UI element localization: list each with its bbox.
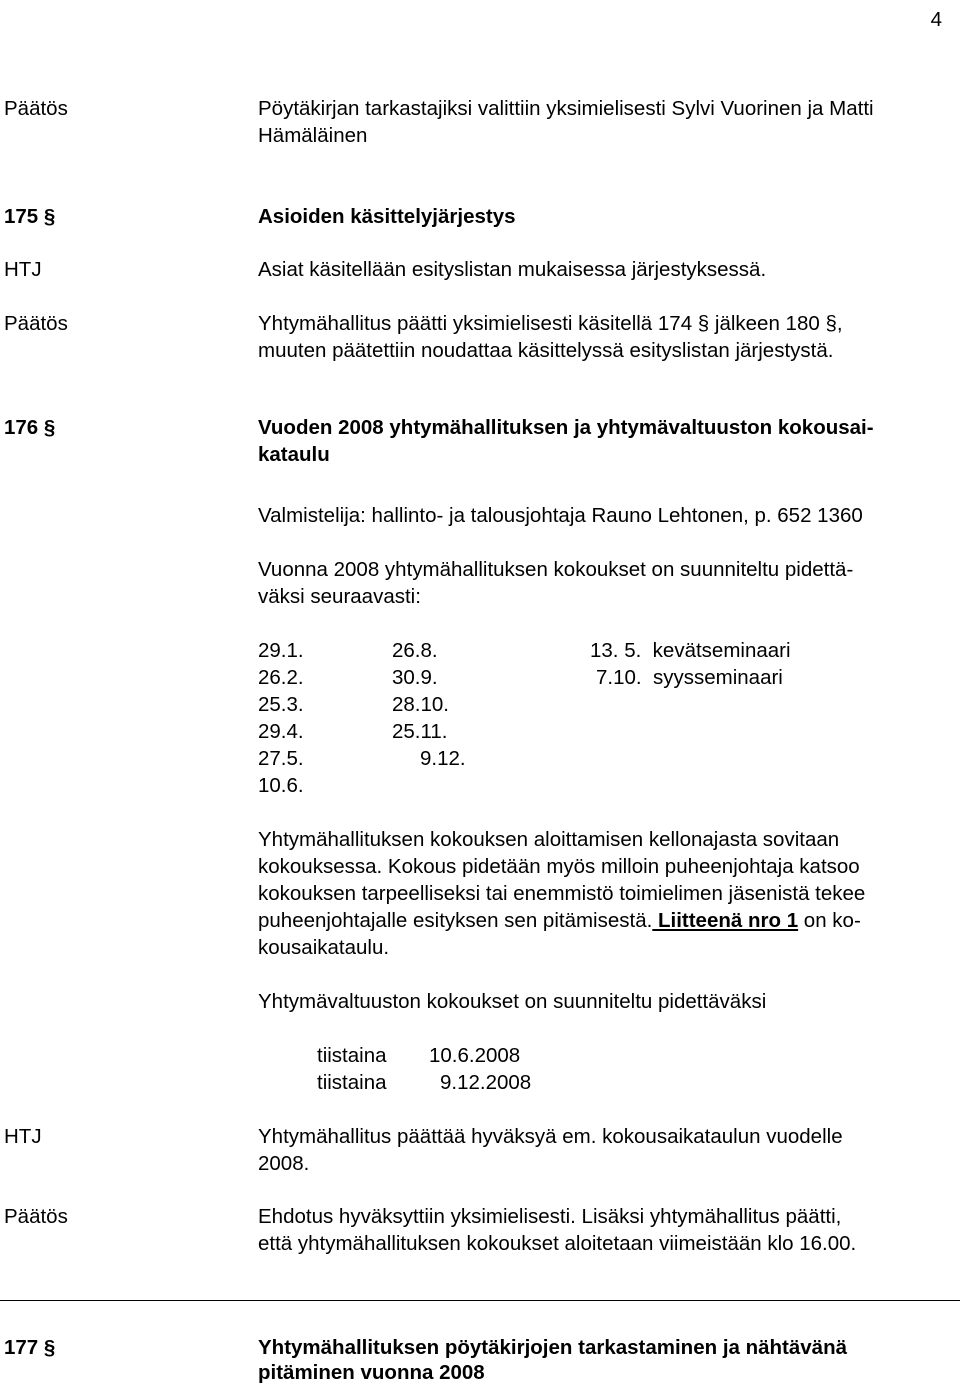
label-paatos: Päätös	[4, 312, 68, 335]
intro-text: väksi seuraavasti:	[258, 585, 421, 608]
council-day: tiistaina	[317, 1071, 387, 1094]
date-item: 30.9.	[392, 666, 438, 689]
date-item: 29.4.	[258, 720, 304, 743]
section-title: pitäminen vuonna 2008	[258, 1361, 485, 1384]
date-item: 25.11.	[392, 720, 448, 743]
council-date: 9.12.2008	[440, 1071, 532, 1094]
htj-text: 2008.	[258, 1152, 310, 1175]
body-text: Yhtymähallituksen kokouksen aloittamisen kellonajasta sovitaan	[258, 828, 840, 851]
decision-text: muuten päätettiin noudattaa käsittelyssä esityslistan järjestystä.	[258, 339, 834, 362]
date-item: 25.3.	[258, 693, 304, 716]
label-paatos: Päätös	[4, 97, 68, 120]
label-htj: HTJ	[4, 258, 42, 281]
label-paatos: Päätös	[4, 1205, 68, 1228]
body-text: kousaikataulu.	[258, 936, 390, 959]
section-number: 177 §	[4, 1336, 56, 1359]
attachment-reference: Liitteenä nro 1	[652, 909, 799, 932]
date-item: 9.12.	[420, 747, 466, 770]
section-title: Asioiden käsittelyjärjestys	[258, 205, 516, 228]
body-text-segment: puheenjohtajalle esityksen sen pitämisestä.	[258, 909, 653, 932]
label-htj: HTJ	[4, 1125, 42, 1148]
decision-text: Ehdotus hyväksyttiin yksimielisesti. Lisäksi yhtymähallitus päätti,	[258, 1205, 842, 1228]
preparer-text: Valmistelija: hallinto- ja talousjohtaja Rauno Lehtonen, p. 652 1360	[258, 504, 863, 527]
council-intro: Yhtymävaltuuston kokoukset on suunniteltu pidettäväksi	[258, 990, 767, 1013]
decision-text: Pöytäkirjan tarkastajiksi valittiin yksimielisesti Sylvi Vuorinen ja Matti	[258, 97, 874, 120]
decision-text: että yhtymähallituksen kokoukset aloitetaan viimeistään klo 16.00.	[258, 1232, 857, 1255]
date-item: 27.5.	[258, 747, 304, 770]
council-date: 10.6.2008	[429, 1044, 521, 1067]
decision-text: Hämäläinen	[258, 124, 368, 147]
body-text	[258, 907, 861, 934]
council-day: tiistaina	[317, 1044, 387, 1067]
date-item: 28.10.	[392, 693, 449, 716]
body-text: kokouksen tarpeelliseksi tai enemmistö toimielimen jäsenistä tekee	[258, 882, 866, 905]
section-number: 175 §	[4, 205, 56, 228]
body-text: kokouksessa. Kokous pidetään myös milloin puheenjohtaja katsoo	[258, 855, 860, 878]
section-title: Yhtymähallituksen pöytäkirjojen tarkastaminen ja nähtävänä	[258, 1336, 848, 1359]
seminar-item: 7.10. syysseminaari	[596, 666, 783, 689]
decision-text: Yhtymähallitus päätti yksimielisesti käsitellä 174 § jälkeen 180 §,	[258, 312, 843, 335]
body-text-segment: on ko-	[798, 909, 861, 932]
section-title: kataulu	[258, 443, 330, 466]
date-item: 10.6.	[258, 774, 304, 797]
htj-text: Asiat käsitellään esityslistan mukaisessa järjestyksessä.	[258, 258, 767, 281]
htj-text: Yhtymähallitus päättää hyväksyä em. kokousaikataulun vuodelle	[258, 1125, 843, 1148]
seminar-item: 13. 5. kevätseminaari	[590, 639, 791, 662]
date-item: 26.8.	[392, 639, 438, 662]
page-number: 4	[930, 8, 942, 31]
date-item: 29.1.	[258, 639, 304, 662]
section-title: Vuoden 2008 yhtymähallituksen ja yhtymävaltuuston kokousai-	[258, 416, 874, 439]
section-divider	[0, 1300, 960, 1301]
section-number: 176 §	[4, 416, 56, 439]
intro-text: Vuonna 2008 yhtymähallituksen kokoukset on suunniteltu pidettä-	[258, 558, 854, 581]
date-item: 26.2.	[258, 666, 304, 689]
